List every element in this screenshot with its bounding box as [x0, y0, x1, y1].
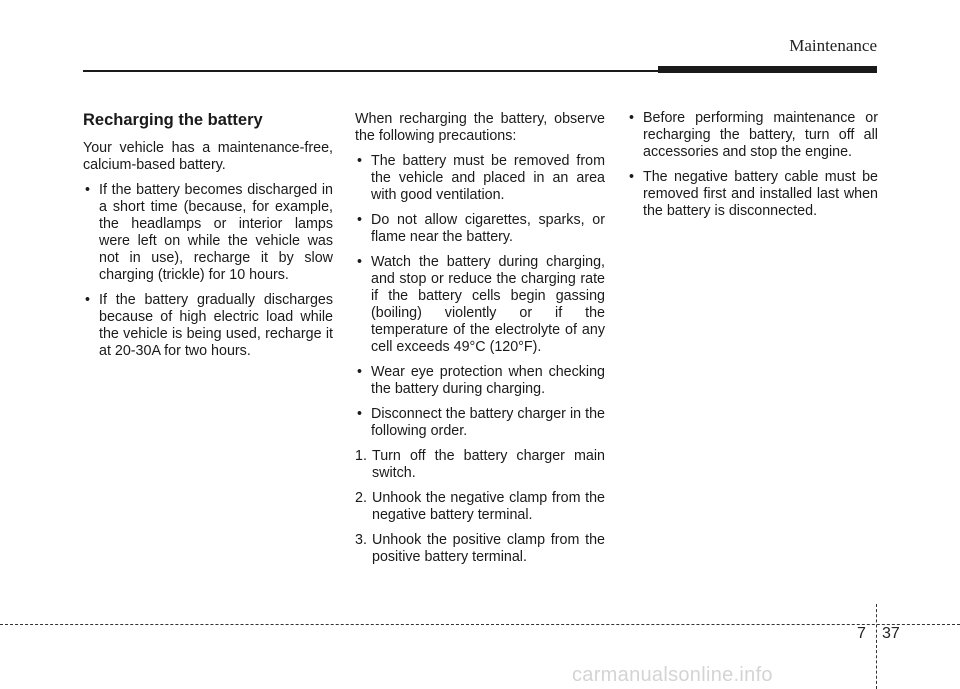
list-item: • The negative battery cable must be removed first and installed last when the battery is disconnected.: [629, 169, 878, 219]
list-item: • Watch the battery during charging, and stop or reduce the charging rate if the battery cells begin gassing (boiling) violently or if the temperature of the electrolyte of any cell exceeds 49°C (120°F).: [357, 254, 605, 355]
bullet-list: [355, 153, 605, 440]
list-item: • If the battery gradually discharges because of high electric load while the vehicle is being used, recharge it at 20-30A for two hours.: [85, 292, 333, 359]
list-item-text: Wear eye protection when checking the battery during charging.: [371, 364, 605, 397]
list-item: • Do not allow cigarettes, sparks, or flame near the battery.: [357, 212, 605, 245]
column-3: [627, 110, 878, 228]
chapter-number: 7: [857, 625, 866, 642]
step-text: Unhook the negative clamp from the negative battery terminal.: [372, 490, 605, 523]
step-item: [355, 490, 605, 524]
step-item: [355, 448, 605, 482]
list-item: • If the battery becomes discharged in a short time (because, for example, the headlamps or interior lamps were left on while the vehicle was not in use), recharge it by slow charging (trickle) for 10 hours.: [85, 182, 333, 283]
step-number: 3.: [355, 532, 367, 548]
list-item-text: If the battery gradually discharges because of high electric load while the vehicle is being used, recharge it at 20-30A for two hours.: [99, 292, 333, 359]
list-item: • The battery must be removed from the vehicle and placed in an area with good ventilation.: [357, 153, 605, 203]
list-item: • Before performing maintenance or recharging the battery, turn off all accessories and stop the engine.: [629, 110, 878, 160]
step-number: 2.: [355, 490, 367, 506]
column-1: [83, 110, 333, 368]
section-heading: Recharging the battery: [83, 111, 263, 129]
list-item-text: Before performing maintenance or recharging the battery, turn off all accessories and stop the engine.: [643, 110, 878, 160]
bullet-list: [83, 182, 333, 360]
step-item: [355, 532, 605, 566]
bullet-list: [627, 110, 878, 220]
column-2: [355, 111, 605, 574]
intro-paragraph: Your vehicle has a maintenance-free, calcium-based battery.: [83, 140, 333, 173]
list-item-text: Watch the battery during charging, and stop or reduce the charging rate if the battery cells begin gassing (boiling) violently or if the temperature of the electrolyte of any cell exceeds 49°C (120°F).: [371, 254, 605, 355]
list-item-text: The negative battery cable must be removed first and installed last when the battery is disconnected.: [643, 169, 878, 219]
list-item: • Disconnect the battery charger in the following order.: [357, 406, 605, 439]
step-text: Turn off the battery charger main switch.: [372, 448, 605, 481]
header-rule-thin: [83, 70, 663, 72]
footer-vertical-dashed-rule: [876, 604, 877, 689]
list-item-text: The battery must be removed from the vehicle and placed in an area with good ventilation.: [371, 153, 605, 203]
step-text: Unhook the positive clamp from the positive battery terminal.: [372, 532, 605, 565]
step-number: 1.: [355, 448, 367, 464]
list-item-text: If the battery becomes discharged in a short time (because, for example, the headlamps or interior lamps were left on while the vehicle was not in use), recharge it by slow charging (trickle) for 10 hours.: [99, 182, 333, 283]
numbered-steps: [355, 448, 605, 566]
list-item-text: Disconnect the battery charger in the following order.: [371, 406, 605, 439]
page-number: 37: [882, 625, 900, 642]
precautions-intro: When recharging the battery, observe the following precautions:: [355, 111, 605, 144]
list-item-text: Do not allow cigarettes, sparks, or flame near the battery.: [371, 212, 605, 245]
footer-dashed-rule: [0, 624, 960, 625]
section-title: Maintenance: [789, 36, 877, 55]
watermark: carmanualsonline.info: [572, 664, 773, 686]
list-item: • Wear eye protection when checking the battery during charging.: [357, 364, 605, 397]
header-rule-thick: [658, 66, 877, 73]
